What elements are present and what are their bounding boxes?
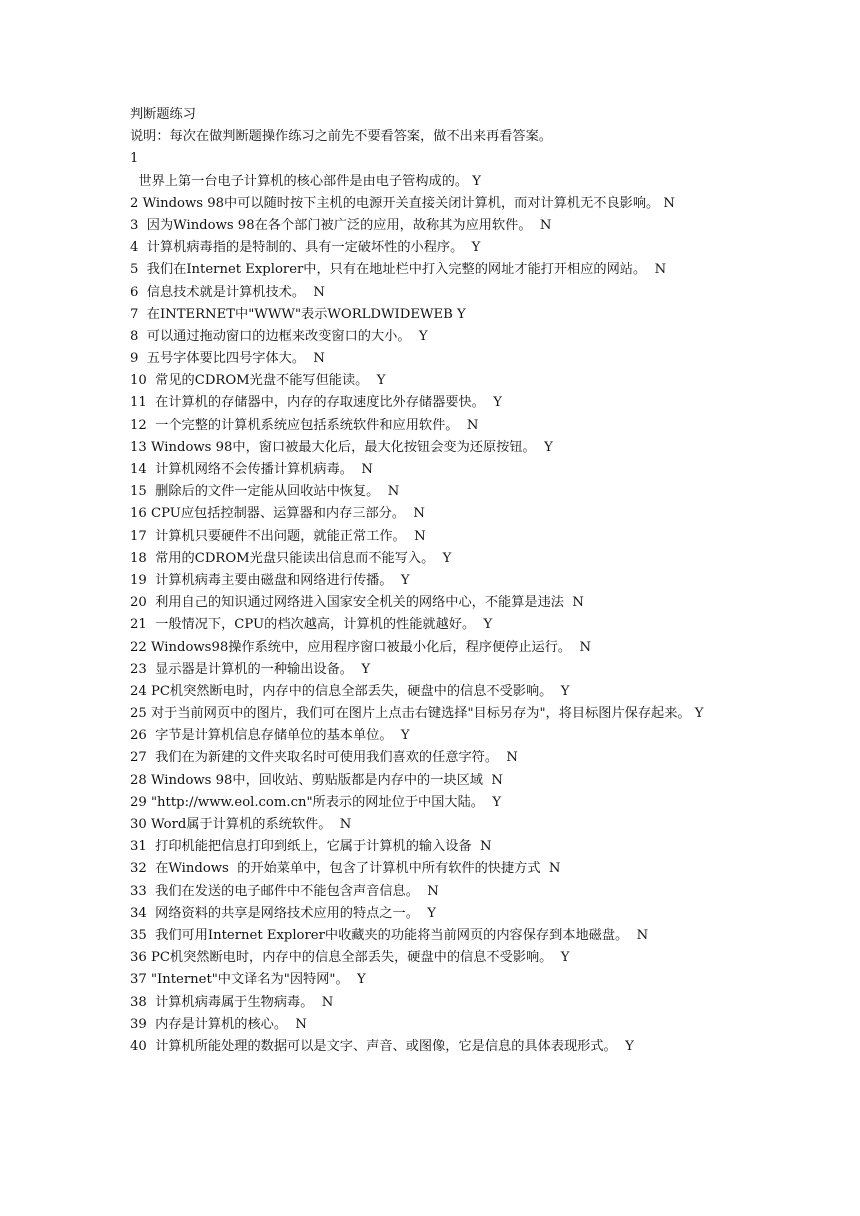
question-line: 13 Windows 98中，窗口被最大化后，最大化按钮会变为还原按钮。 Y: [130, 439, 553, 455]
question-line: 21 一般情况下，CPU的档次越高，计算机的性能就越好。 Y: [130, 617, 493, 633]
question-line: 34 网络资料的共享是网络技术应用的特点之一。 Y: [130, 905, 437, 921]
question-line: 36 PC机突然断电时，内存中的信息全部丢失，硬盘中的信息不受影响。 Y: [130, 950, 570, 966]
question-line: 6 信息技术就是计算机技术。 N: [130, 284, 325, 300]
question-line: 37 "Internet"中文译名为"因特网"。 Y: [130, 972, 366, 988]
question-line: 30 Word属于计算机的系统软件。 N: [130, 817, 352, 833]
question-line: 2 Windows 98中可以随时按下主机的电源开关直接关闭计算机，而对计算机无不良影响。 N: [130, 195, 675, 211]
question-line: 31 打印机能把信息打印到纸上，它属于计算机的输入设备 N: [130, 839, 492, 855]
question-line: 28 Windows 98中，回收站、剪贴版都是内存中的一块区域 N: [130, 772, 503, 788]
question-line: 1: [130, 151, 139, 167]
question-line: 15 删除后的文件一定能从回收站中恢复。 N: [130, 484, 400, 500]
question-line: 4 计算机病毒指的是特制的、具有一定破坏性的小程序。 Y: [130, 240, 481, 256]
question-line: 32 在Windows 的开始菜单中，包含了计算机中所有软件的快捷方式 N: [130, 861, 561, 877]
question-line: 14 计算机网络不会传播计算机病毒。 N: [130, 462, 373, 477]
question-line: 39 内存是计算机的核心。 N: [130, 1016, 307, 1032]
question-line: 10 常见的CDROM光盘不能写但能读。 Y: [130, 373, 386, 389]
question-line: 3 因为Windows 98在各个部门被广泛的应用，故称其为应用软件。 N: [130, 217, 552, 233]
question-line: 世界上第一台电子计算机的核心部件是由电子管构成的。 Y: [130, 173, 481, 189]
document-title: 判断题练习: [130, 107, 196, 122]
question-line: 29 "http://www.eol.com.cn"所表示的网址位于中国大陆。 Y: [130, 794, 502, 810]
question-line: 12 一个完整的计算机系统应包括系统软件和应用软件。 N: [130, 417, 479, 433]
question-line: 24 PC机突然断电时，内存中的信息全部丢失，硬盘中的信息不受影响。 Y: [130, 683, 570, 699]
question-line: 5 我们在Internet Explorer中，只有在地址栏中打入完整的网址才能打开相应的网站。 N: [130, 262, 667, 278]
question-line: 20 利用自己的知识通过网络进入国家安全机关的网络中心，不能算是违法 N: [130, 595, 584, 611]
question-line: 18 常用的CDROM光盘只能读出信息而不能写入。 Y: [130, 550, 452, 566]
question-line: 38 计算机病毒属于生物病毒。 N: [130, 994, 334, 1010]
question-line: 16 CPU应包括控制器、运算器和内存三部分。 N: [130, 506, 425, 522]
question-line: 26 字节是计算机信息存储单位的基本单位。 Y: [130, 728, 410, 744]
question-line: 27 我们在为新建的文件夹取名时可使用我们喜欢的任意字符。 N: [130, 750, 518, 766]
question-line: 7 在INTERNET中"WWW"表示WORLDWIDEWEB Y: [130, 306, 466, 322]
question-line: 11 在计算机的存储器中，内存的存取速度比外存储器要快。 Y: [130, 395, 502, 411]
question-line: 19 计算机病毒主要由磁盘和网络进行传播。 Y: [130, 572, 410, 588]
question-line: 35 我们可用Internet Explorer中收藏夹的功能将当前网页的内容保存到本地磁盘。 N: [130, 927, 649, 943]
question-line: 25 对于当前网页中的图片，我们可在图片上点击右键选择"目标另存为"，将目标图片保存起来。 Y: [130, 706, 704, 722]
question-line: 40 计算机所能处理的数据可以是文字、声音、或图像，它是信息的具体表现形式。 Y: [130, 1038, 634, 1054]
question-line: 9 五号字体要比四号字体大。 N: [130, 351, 325, 367]
instructions-note: 说明：每次在做判断题操作练习之前先不要看答案，做不出来再看答案。: [130, 129, 552, 145]
question-line: 33 我们在发送的电子邮件中不能包含声音信息。 N: [130, 883, 439, 899]
document-body: [130, 104, 740, 1058]
question-line: 23 显示器是计算机的一种输出设备。 Y: [130, 661, 371, 677]
question-line: 17 计算机只要硬件不出问题，就能正常工作。 N: [130, 528, 426, 544]
question-line: 22 Windows98操作系统中，应用程序窗口被最小化后，程序便停止运行。 N: [130, 639, 592, 655]
question-line: 8 可以通过拖动窗口的边框来改变窗口的大小。 Y: [130, 328, 428, 344]
